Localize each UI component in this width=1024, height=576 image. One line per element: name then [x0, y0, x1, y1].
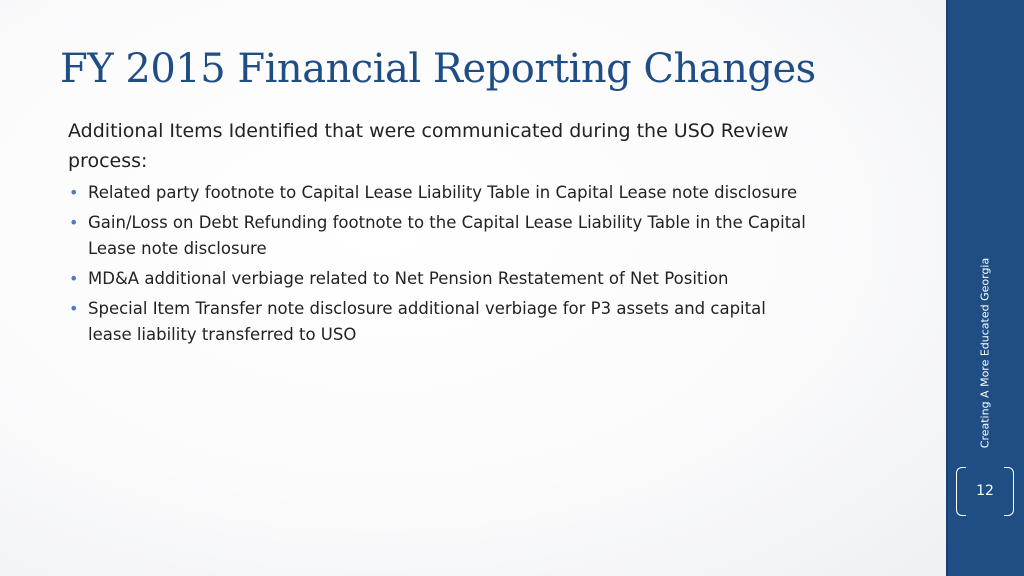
bullet-item [68, 266, 808, 292]
sidebar-divider [946, 0, 948, 576]
slide-number-badge [956, 467, 1014, 516]
slide-number: 12 [976, 483, 994, 499]
bullet-icon: • [69, 299, 79, 318]
bullet-icon: • [69, 183, 79, 202]
intro-text: Additional Items Identified that were communicated during the USO Review process: [68, 120, 789, 172]
bullet-item [68, 296, 808, 348]
bullet-icon: • [69, 269, 79, 288]
bullet-text: Gain/Loss on Debt Refunding footnote to the Capital Lease Liability Table in the Capital Lease note disclosure [88, 213, 806, 258]
bullet-icon: • [69, 213, 79, 232]
slide-content [68, 116, 808, 352]
bullet-item [68, 210, 808, 262]
sidebar-tagline: Creating A More Educated Georgia [978, 257, 992, 449]
bullet-item [68, 180, 808, 206]
slide-title: FY 2015 Financial Reporting Changes [60, 46, 816, 92]
bullet-text: Special Item Transfer note disclosure additional verbiage for P3 assets and capital lease liability transferred to USO [88, 299, 766, 344]
bullet-list [68, 180, 808, 348]
bullet-text: Related party footnote to Capital Lease Liability Table in Capital Lease note disclosure [88, 183, 798, 202]
bullet-text: MD&A additional verbiage related to Net Pension Restatement of Net Position [88, 269, 729, 288]
